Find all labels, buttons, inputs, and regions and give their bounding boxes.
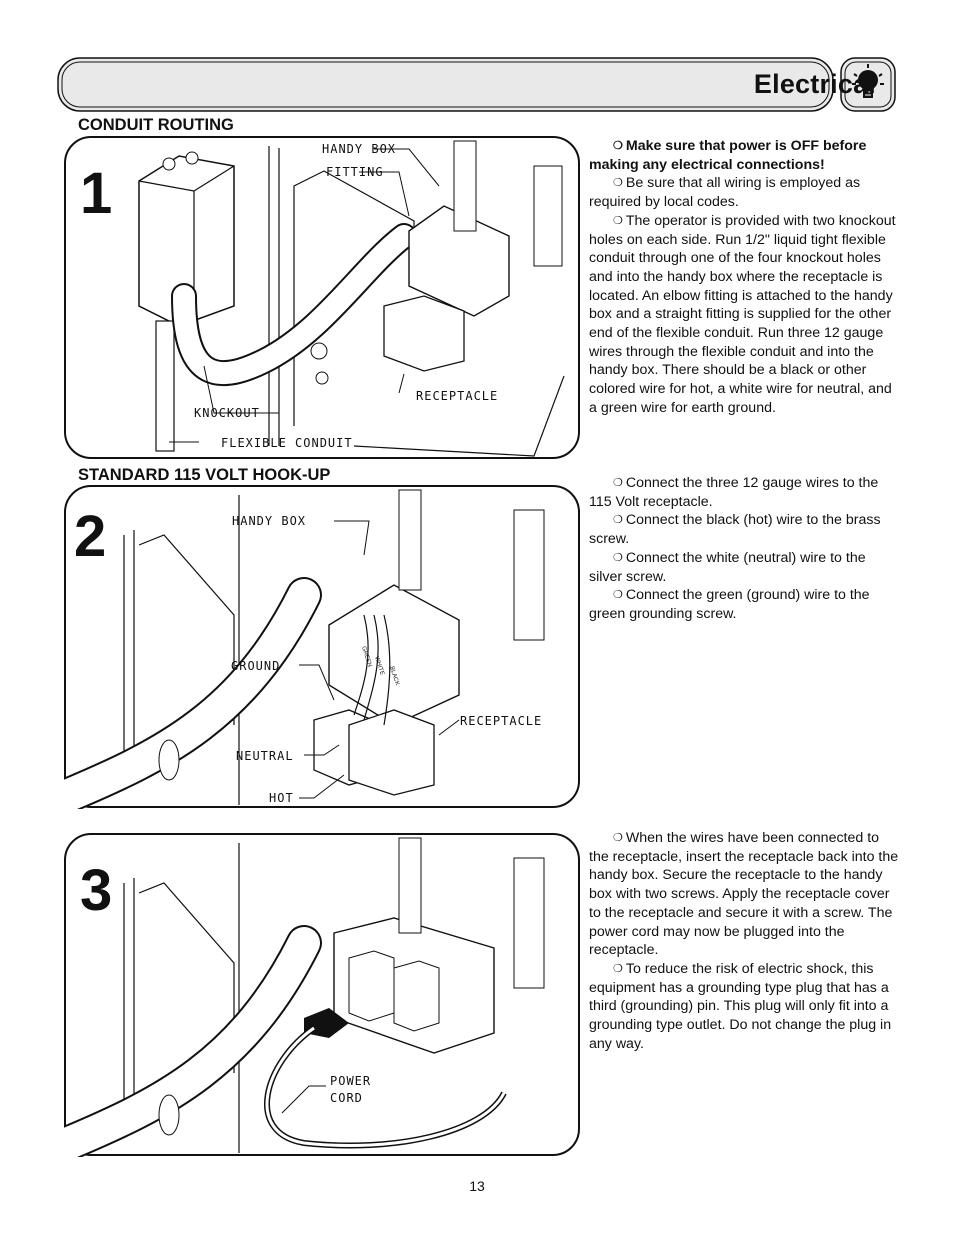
step-number-3: 3 — [80, 858, 113, 923]
bullet-icon: ❍ — [613, 589, 623, 602]
page-number: 13 — [469, 1178, 485, 1194]
bullet-icon: ❍ — [613, 477, 623, 489]
label-handy-box: HANDY BOX — [322, 142, 397, 156]
instruction-item: ❍ Be sure that all wiring is employed as required by local codes. — [589, 175, 861, 211]
bullet-icon: ❍ — [613, 551, 623, 564]
figure-2-drawing — [64, 485, 580, 809]
label-ground: GROUND — [231, 659, 281, 673]
instructions-conduit-routing — [589, 137, 901, 418]
label-cord: CORD — [330, 1091, 363, 1105]
label-wire-black: BLACK — [388, 665, 400, 687]
label-power: POWER — [330, 1074, 372, 1088]
label-receptacle: RECEPTACLE — [460, 714, 543, 728]
bullet-icon: ❍ — [613, 514, 623, 527]
label-handy-box: HANDY BOX — [232, 514, 307, 528]
page-title: Electrical — [753, 69, 876, 99]
instructions-hookup — [589, 474, 901, 624]
instruction-item: ❍ When the wires have been connected to the receptacle, insert the receptacle back into the handy box. Secure the receptacle to the handy box with two screws. Apply the receptacle cover to the receptacle and secure it with a screw. The power cord may now be plugged into the receptacle. — [589, 830, 899, 959]
label-fitting: FITTING — [326, 165, 384, 179]
bullet-icon: ❍ — [613, 214, 623, 227]
instruction-item: ❍ Make sure that power is OFF before making any electrical connections! — [589, 138, 867, 173]
bullet-icon: ❍ — [613, 962, 623, 975]
label-hot: HOT — [269, 791, 294, 805]
figure-3-drawing — [64, 833, 580, 1157]
step-number-1: 1 — [80, 161, 113, 226]
section-title-conduit-routing: CONDUIT ROUTING — [78, 116, 234, 134]
instruction-item: ❍ Connect the black (hot) wire to the brass screw. — [589, 512, 881, 548]
label-knockout: KNOCKOUT — [194, 406, 260, 420]
instruction-item: ❍ The operator is provided with two knockout holes on each side. Run 1/2" liquid tight flexible conduit through one of the four knockout holes and into the handy box where the receptacle is located. An elbow fitting is attached to the handy box and a straight fitting is supplied for the other end of the flexible conduit. Run three 12 gauge wires through the flexible conduit and into the handy box. There should be a black or other colored wire for hot, a white wire for neutral, and a green wire for earth ground. — [589, 212, 896, 416]
instruction-item: ❍ Connect the green (ground) wire to the green grounding screw. — [589, 587, 870, 622]
label-wire-white: WHITE — [373, 655, 385, 677]
step-number-2: 2 — [74, 504, 107, 569]
figure-1-drawing — [64, 136, 580, 460]
label-neutral: NEUTRAL — [236, 749, 294, 763]
section-title-standard-hookup: STANDARD 115 VOLT HOOK-UP — [78, 466, 331, 484]
instruction-item: ❍ Connect the three 12 gauge wires to the 115 Volt receptacle. — [589, 475, 879, 510]
figure-1-panel — [64, 136, 580, 460]
instruction-item: ❍ To reduce the risk of electric shock, this equipment has a grounding type plug that has a third (grounding) pin. This plug will only fit into a grounding type outlet. Do not change the plug in any way. — [589, 960, 892, 1052]
label-wire-green: GREEN — [360, 645, 373, 668]
instruction-item: ❍ Connect the white (neutral) wire to the silver screw. — [589, 549, 866, 585]
instructions-receptacle-install — [589, 829, 901, 1053]
figure-2-panel — [64, 485, 580, 809]
label-flexible-conduit: FLEXIBLE CONDUIT — [221, 436, 353, 450]
bullet-icon: ❍ — [613, 140, 623, 152]
bullet-icon: ❍ — [613, 832, 623, 844]
figure-3-panel — [64, 833, 580, 1157]
bullet-icon: ❍ — [613, 177, 623, 190]
label-receptacle: RECEPTACLE — [416, 389, 499, 403]
